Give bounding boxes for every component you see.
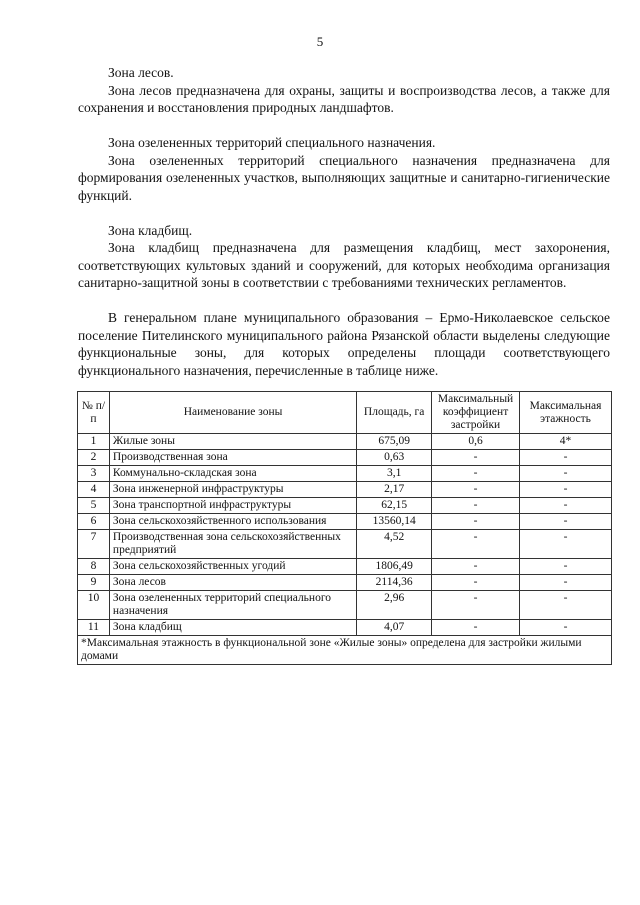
intro-paragraph: В генеральном плане муниципального образования – Ермо-Николаевское сельское поселение Пителинского муниципального района Рязанской области выделены следующие функциональные зоны, для которых определены площади соответствующего функционального назначения, перечисленные в таблице ниже. xyxy=(78,310,610,378)
cell-zone-name: Зона сельскохозяйственных угодий xyxy=(109,559,356,575)
cell-zone-name: Производственная зона сельскохозяйственных предприятий xyxy=(109,530,356,559)
cell-coefficient: - xyxy=(432,620,520,636)
cell-area: 13560,14 xyxy=(357,514,432,530)
cell-number: 3 xyxy=(78,466,110,482)
cell-area: 0,63 xyxy=(357,450,432,466)
cell-number: 10 xyxy=(78,591,110,620)
cell-zone-name: Зона инженерной инфраструктуры xyxy=(109,482,356,498)
cell-coefficient: - xyxy=(432,575,520,591)
cell-area: 675,09 xyxy=(357,434,432,450)
table-row xyxy=(78,591,612,620)
header-number: № п/п xyxy=(78,392,110,434)
cell-coefficient: - xyxy=(432,482,520,498)
cell-area: 4,52 xyxy=(357,530,432,559)
cell-floors: - xyxy=(520,466,612,482)
header-floors: Максимальная этажность xyxy=(520,392,612,434)
table-header-row xyxy=(78,392,612,434)
table-row xyxy=(78,530,612,559)
section-heading: Зона озелененных территорий специального назначения. xyxy=(108,135,436,150)
cell-floors: - xyxy=(520,620,612,636)
header-area: Площадь, га xyxy=(357,392,432,434)
header-coefficient: Максимальный коэффициент застройки xyxy=(432,392,520,434)
cell-number: 5 xyxy=(78,498,110,514)
cell-zone-name: Жилые зоны xyxy=(109,434,356,450)
cell-zone-name: Зона кладбищ xyxy=(109,620,356,636)
table-footnote: *Максимальная этажность в функциональной зоне «Жилые зоны» определена для застройки жилыми домами xyxy=(78,636,612,665)
document-body xyxy=(78,64,610,379)
cell-number: 1 xyxy=(78,434,110,450)
cell-number: 8 xyxy=(78,559,110,575)
cell-area: 2,17 xyxy=(357,482,432,498)
cell-coefficient: - xyxy=(432,450,520,466)
cell-coefficient: - xyxy=(432,559,520,575)
cell-number: 2 xyxy=(78,450,110,466)
cell-number: 7 xyxy=(78,530,110,559)
table-row xyxy=(78,498,612,514)
table-row xyxy=(78,514,612,530)
cell-area: 3,1 xyxy=(357,466,432,482)
section-body: Зона лесов предназначена для охраны, защиты и воспроизводства лесов, а также для сохранения и восстановления природных ландшафтов. xyxy=(78,82,610,115)
cell-zone-name: Зона озелененных территорий специального назначения xyxy=(109,591,356,620)
section-heading: Зона кладбищ. xyxy=(108,222,193,238)
cell-coefficient: - xyxy=(432,530,520,559)
cell-zone-name: Зона сельскохозяйственного использования xyxy=(109,514,356,530)
table-row xyxy=(78,482,612,498)
cell-area: 1806,49 xyxy=(357,559,432,575)
cell-coefficient: - xyxy=(432,498,520,514)
cell-coefficient: 0,6 xyxy=(432,434,520,450)
cell-zone-name: Зона лесов xyxy=(109,575,356,591)
cell-coefficient: - xyxy=(432,466,520,482)
cell-floors: - xyxy=(520,530,612,559)
table-row xyxy=(78,450,612,466)
section-heading: Зона лесов. xyxy=(108,65,174,80)
table-row xyxy=(78,559,612,575)
cell-floors: - xyxy=(520,498,612,514)
cell-area: 2,96 xyxy=(357,591,432,620)
cell-floors: - xyxy=(520,575,612,591)
page-number: 5 xyxy=(316,34,324,49)
section-body: Зона кладбищ предназначена для размещения кладбищ, мест захоронения, соответствующих культовых зданий и сооружений, для которых необходима организация санитарно-защитной зоны в соответствии с требованиями технических регламентов. xyxy=(78,240,610,290)
cell-zone-name: Производственная зона xyxy=(109,450,356,466)
cell-coefficient: - xyxy=(432,514,520,530)
table-row xyxy=(78,466,612,482)
table-footnote-row xyxy=(78,636,612,665)
cell-coefficient: - xyxy=(432,591,520,620)
cell-area: 4,07 xyxy=(357,620,432,636)
cell-area: 62,15 xyxy=(357,498,432,514)
cell-floors: - xyxy=(520,559,612,575)
cell-number: 11 xyxy=(78,620,110,636)
cell-floors: - xyxy=(520,450,612,466)
cell-zone-name: Зона транспортной инфраструктуры xyxy=(109,498,356,514)
cell-zone-name: Коммунально-складская зона xyxy=(109,466,356,482)
cell-number: 4 xyxy=(78,482,110,498)
table-row xyxy=(78,434,612,450)
cell-floors: 4* xyxy=(520,434,612,450)
header-zone-name: Наименование зоны xyxy=(109,392,356,434)
table-row xyxy=(78,620,612,636)
cell-number: 9 xyxy=(78,575,110,591)
cell-floors: - xyxy=(520,591,612,620)
zones-table xyxy=(77,391,612,665)
cell-area: 2114,36 xyxy=(357,575,432,591)
section-body: Зона озелененных территорий специального назначения предназначена для формирования озелененных участков, выполняющих защитные и санитарно-гигиенические функций. xyxy=(78,152,610,203)
cell-floors: - xyxy=(520,514,612,530)
table-row xyxy=(78,575,612,591)
cell-floors: - xyxy=(520,482,612,498)
cell-number: 6 xyxy=(78,514,110,530)
